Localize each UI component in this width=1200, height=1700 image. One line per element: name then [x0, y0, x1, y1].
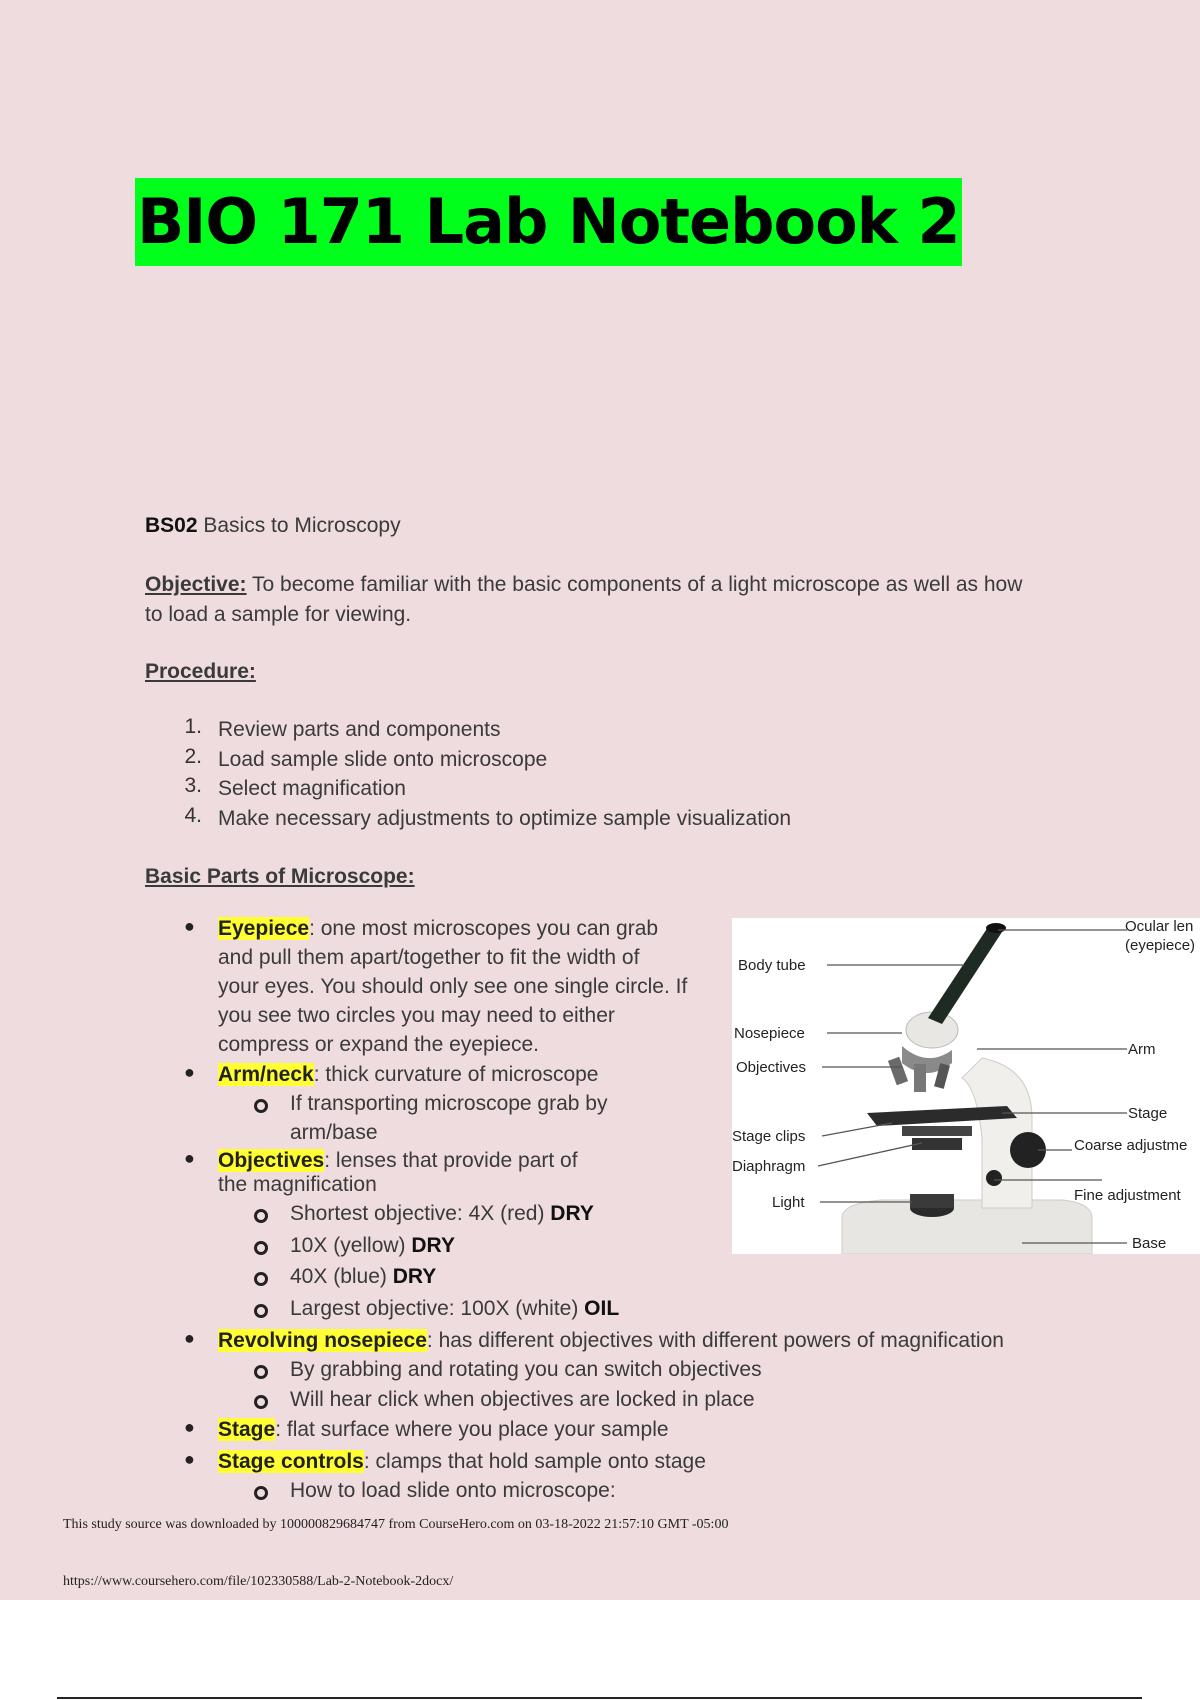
- procedure-step: Make necessary adjustments to optimize sample visualization: [218, 807, 792, 830]
- procedure-label: Procedure:: [145, 660, 256, 683]
- objectives-line: the magnification: [218, 1173, 377, 1196]
- procedure-step: Load sample slide onto microscope: [218, 748, 548, 771]
- eyepiece-line: Eyepiece: one most microscopes you can grab: [218, 917, 659, 940]
- nosepiece-line: Revolving nosepiece: has different objectives with different powers of magnification: [218, 1329, 1004, 1352]
- step-number: 2.: [184, 745, 202, 768]
- term-eyepiece: Eyepiece: [218, 917, 310, 940]
- download-notice: This study source was downloaded by 100000829684747 from CourseHero.com on 03-18-2022 21:57:10 GMT -05:00: [63, 1517, 729, 1532]
- term-arm: Arm/neck: [218, 1063, 314, 1086]
- objective-line-2: to load a sample for viewing.: [145, 603, 412, 626]
- label-base: Base: [1132, 1235, 1167, 1252]
- sub-bullet: [254, 1395, 268, 1409]
- term-stage: Stage: [218, 1418, 276, 1441]
- arm-line: Arm/neck: thick curvature of microscope: [218, 1063, 599, 1086]
- label-arm: Arm: [1128, 1041, 1156, 1058]
- microscope-diagram: [732, 918, 1200, 1254]
- label-stage-clips: Stage clips: [732, 1128, 806, 1145]
- label-coarse-adjustment: Coarse adjustme: [1074, 1137, 1188, 1154]
- label-diaphragm: Diaphragm: [732, 1158, 806, 1175]
- sub-bullet: [254, 1365, 268, 1379]
- sub-bullet: [254, 1272, 268, 1286]
- step-number: 3.: [184, 774, 202, 797]
- label-fine-adjustment: Fine adjustment: [1074, 1187, 1181, 1204]
- objectives-line: Objectives: lenses that provide part of: [218, 1149, 578, 1172]
- objective-item: Largest objective: 100X (white) OIL: [290, 1297, 620, 1320]
- label-stage: Stage: [1128, 1105, 1168, 1122]
- eyepiece-line: you see two circles you may need to either: [218, 1004, 615, 1027]
- nosepiece-item: By grabbing and rotating you can switch objectives: [290, 1358, 762, 1381]
- objective-item: 40X (blue) DRY: [290, 1265, 437, 1288]
- stage-controls-line: Stage controls: clamps that hold sample onto stage: [218, 1450, 706, 1473]
- bullet: ●: [184, 1449, 195, 1469]
- eyepiece-line: and pull them apart/together to fit the width of: [218, 946, 640, 969]
- label-ocular-lens: Ocular len: [1125, 918, 1194, 935]
- sub-bullet: [254, 1099, 268, 1113]
- sub-bullet: [254, 1486, 268, 1500]
- label-nosepiece: Nosepiece: [734, 1025, 805, 1042]
- bullet: ●: [184, 1148, 195, 1168]
- nosepiece-item: Will hear click when objectives are locked in place: [290, 1388, 755, 1411]
- section-name: Basics to Microscopy: [197, 514, 401, 537]
- page-divider: [57, 1697, 1142, 1699]
- eyepiece-line: compress or expand the eyepiece.: [218, 1033, 540, 1056]
- objective-label: Objective:: [145, 573, 247, 596]
- stage-line: Stage: flat surface where you place your sample: [218, 1418, 669, 1441]
- arm-sub-line: If transporting microscope grab by: [290, 1092, 608, 1115]
- bullet: ●: [184, 1328, 195, 1348]
- objective-item: Shortest objective: 4X (red) DRY: [290, 1202, 594, 1225]
- step-number: 4.: [184, 804, 202, 827]
- source-url[interactable]: https://www.coursehero.com/file/102330588/Lab-2-Notebook-2docx/: [63, 1574, 454, 1589]
- term-stage-controls: Stage controls: [218, 1450, 364, 1473]
- parts-label: Basic Parts of Microscope:: [145, 865, 415, 888]
- objective-item: 10X (yellow) DRY: [290, 1234, 455, 1257]
- term-nosepiece: Revolving nosepiece: [218, 1329, 427, 1352]
- label-objectives: Objectives: [736, 1059, 807, 1076]
- label-eyepiece: (eyepiece): [1125, 937, 1196, 954]
- section-code: BS02: [145, 514, 198, 537]
- sub-bullet: [254, 1241, 268, 1255]
- section-heading: [145, 511, 401, 540]
- eyepiece-line: your eyes. You should only see one single circle. If: [218, 975, 688, 998]
- bullet: ●: [184, 1062, 195, 1082]
- objective-line-1: Objective: To become familiar with the basic components of a light microscope as well as how: [145, 573, 1023, 596]
- arm-sub-line: arm/base: [290, 1121, 378, 1144]
- document-title: BIO 171 Lab Notebook 2: [135, 178, 962, 266]
- bullet: ●: [184, 916, 195, 936]
- stage-controls-item: How to load slide onto microscope:: [290, 1479, 616, 1502]
- step-number: 1.: [184, 715, 202, 738]
- procedure-step: Review parts and components: [218, 718, 501, 741]
- diagram-labels: [732, 918, 1200, 1254]
- procedure-step: Select magnification: [218, 777, 406, 800]
- sub-bullet: [254, 1304, 268, 1318]
- sub-bullet: [254, 1209, 268, 1223]
- label-light: Light: [772, 1194, 805, 1211]
- term-objectives: Objectives: [218, 1149, 325, 1172]
- label-body-tube: Body tube: [738, 957, 806, 974]
- bullet: ●: [184, 1417, 195, 1437]
